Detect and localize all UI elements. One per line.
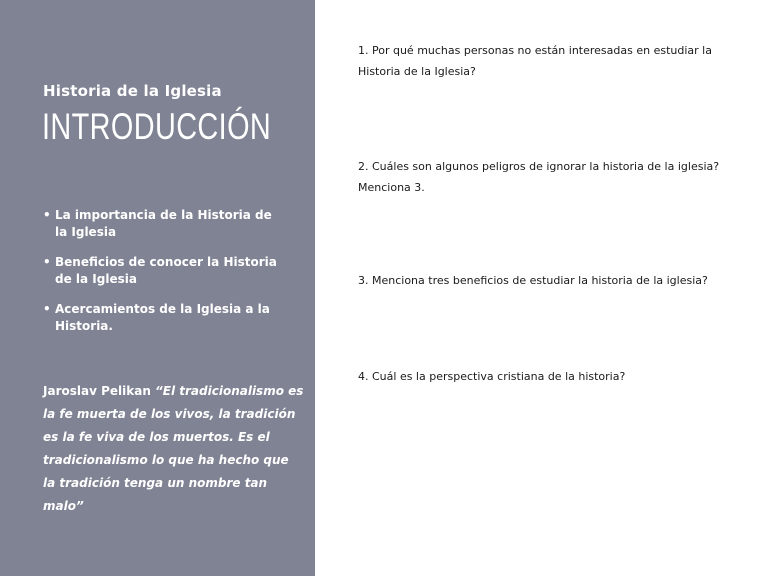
- question-1: 1. Por qué muchas personas no están interesadas en estudiar la Historia de la Iglesia?: [358, 44, 712, 78]
- page-title: INTRODUCCIÓN: [42, 106, 272, 147]
- topic-item: • Beneficios de conocer la Historia de la Iglesia: [43, 254, 283, 288]
- quote-text: “El tradicionalismo es la fe muerta de los vivos, la tradición es la fe viva de los muertos. Es el tradicionalismo lo que ha hecho que la tradición tenga un nombre tan malo”: [43, 384, 304, 513]
- topic-item: • La importancia de la Historia de la Iglesia: [43, 207, 283, 241]
- course-subtitle: Historia de la Iglesia: [43, 82, 222, 100]
- topic-item: • Acercamientos de la Iglesia a la Historia.: [43, 301, 283, 335]
- question-2: 2. Cuáles son algunos peligros de ignorar la historia de la iglesia? Menciona 3.: [358, 160, 720, 194]
- sidebar-panel: [0, 0, 315, 576]
- question-3: 3. Menciona tres beneficios de estudiar la historia de la iglesia?: [358, 274, 708, 287]
- quote-author: Jaroslav Pelikan: [43, 384, 151, 398]
- question-4: 4. Cuál es la perspectiva cristiana de la historia?: [358, 370, 626, 383]
- quote-block: [43, 380, 305, 518]
- topics-list: [43, 207, 283, 348]
